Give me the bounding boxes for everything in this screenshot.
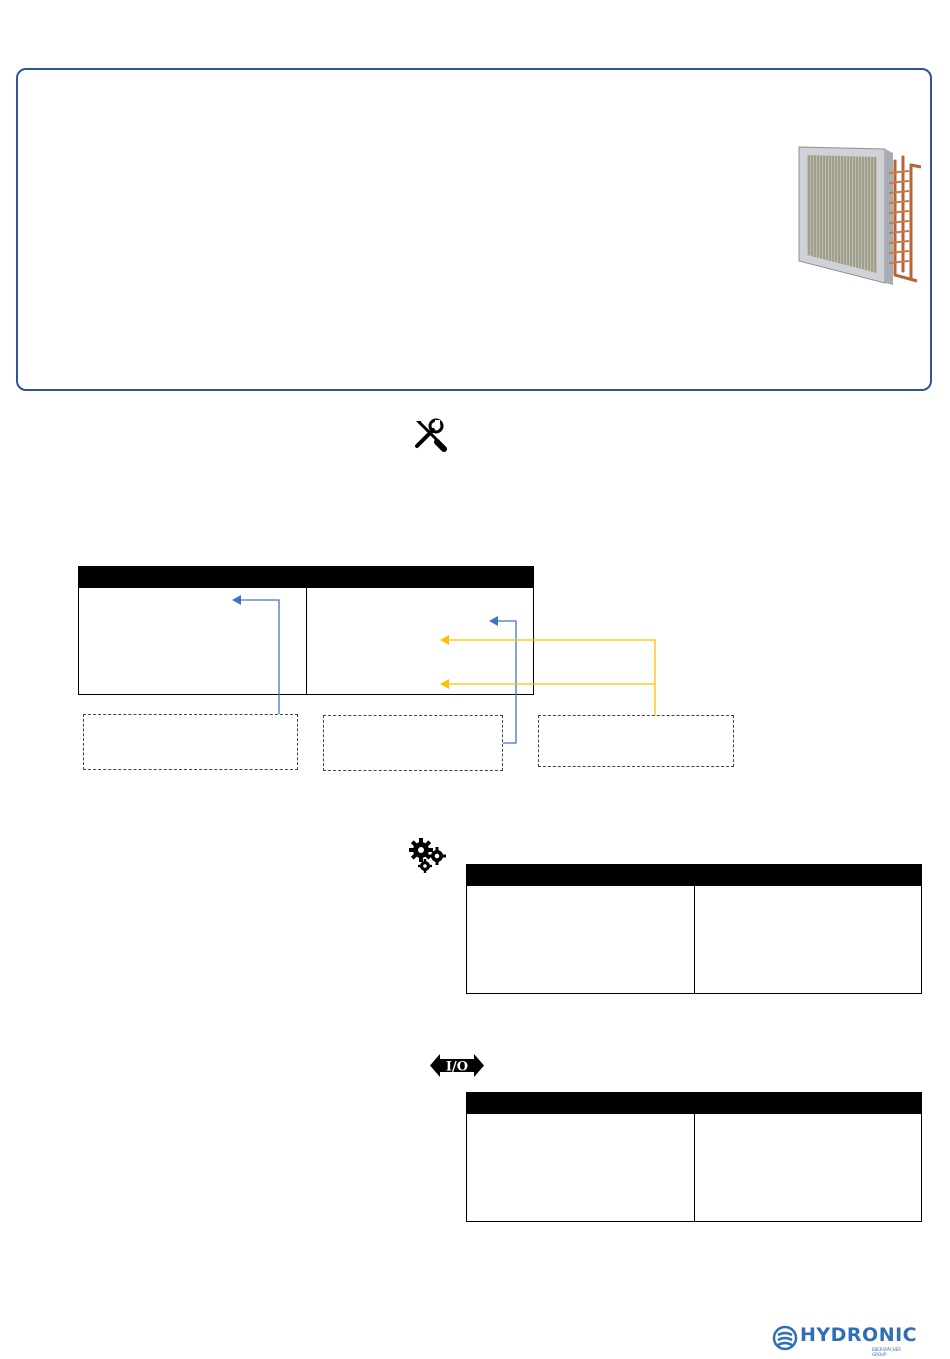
hydronic-logo <box>772 1322 918 1357</box>
io-table <box>466 1092 922 1222</box>
installation-table <box>78 566 534 695</box>
gears-icon <box>409 838 447 874</box>
installation-column-divider <box>306 567 307 694</box>
operation-table <box>466 864 922 994</box>
hydronic-logo-text: HYDRONIC <box>800 1324 918 1346</box>
callout-box-2 <box>323 715 503 771</box>
callout-box-1 <box>83 714 298 770</box>
hydronic-logo-mark-icon <box>772 1324 798 1352</box>
io-column-divider <box>694 1093 695 1221</box>
heat-exchanger-coil-image <box>785 143 925 288</box>
tools-icon <box>413 418 447 452</box>
hydronic-logo-subtext: EBERSPÄCHER GROUP <box>872 1347 902 1357</box>
operation-column-divider <box>694 865 695 993</box>
io-arrows-icon <box>430 1052 484 1079</box>
callout-box-3 <box>538 715 734 767</box>
io-icon-label: I/O <box>445 1059 469 1075</box>
